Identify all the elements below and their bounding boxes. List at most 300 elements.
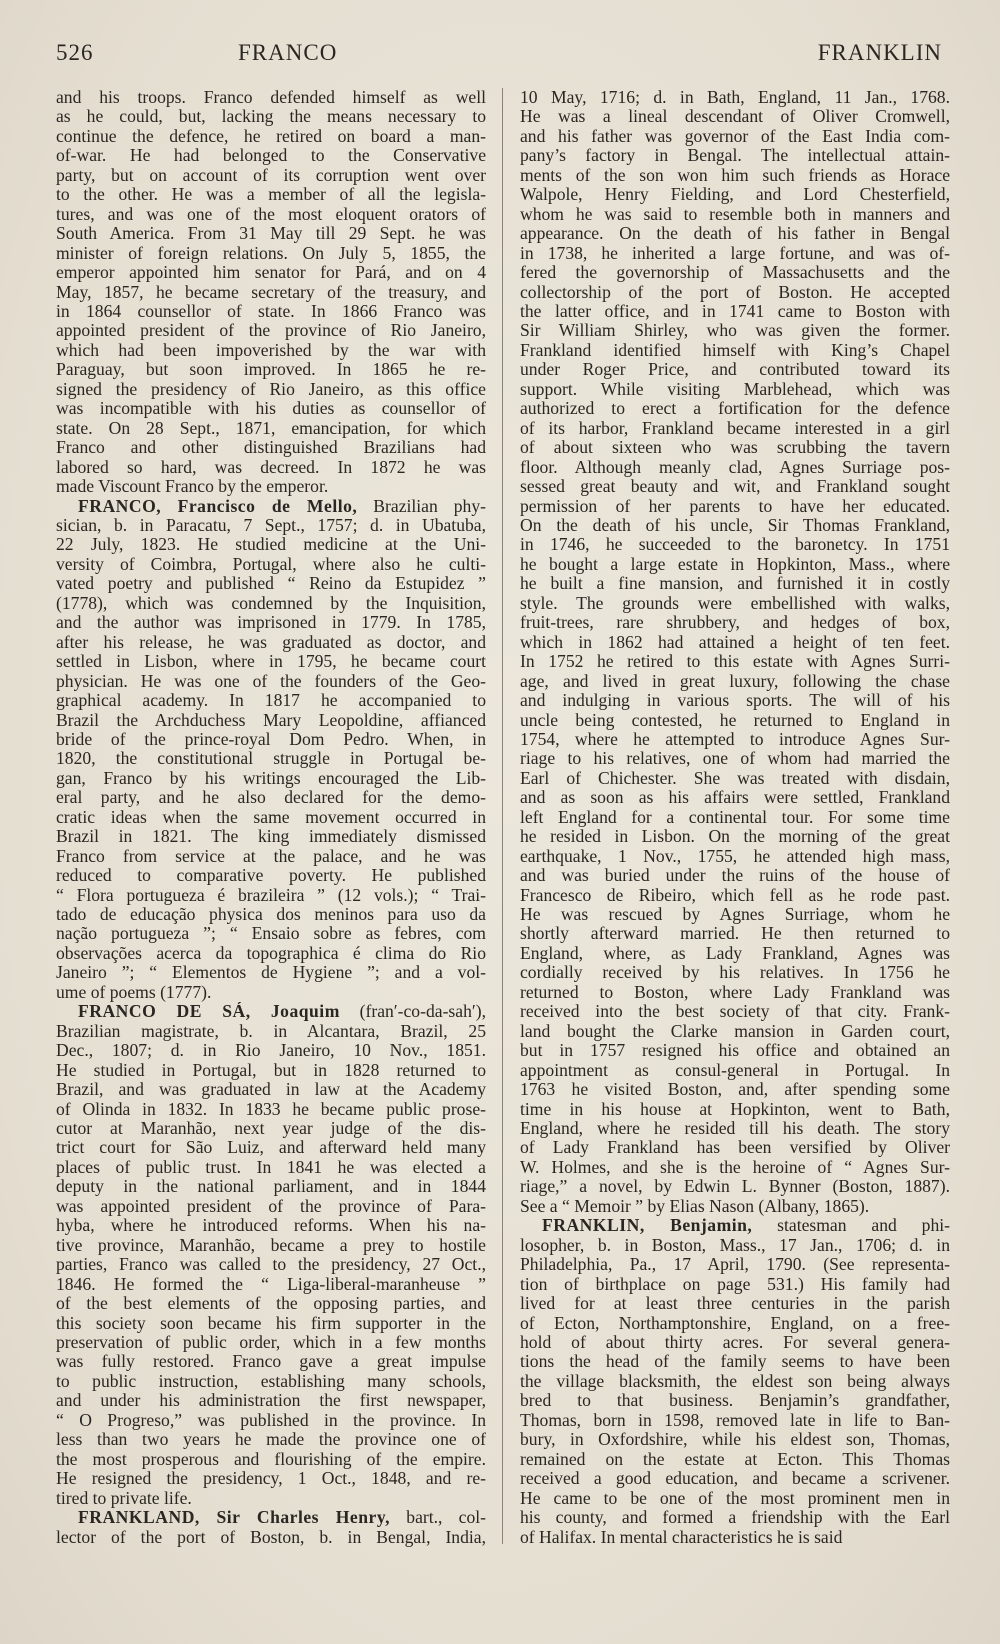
text-line [56, 1080, 486, 1099]
text-line [520, 769, 950, 788]
line-text: and indulging in various sports. The will of his [520, 691, 950, 711]
text-line [520, 924, 950, 943]
line-text: Franco and other distinguished Brazilians had [56, 438, 486, 458]
line-text: On the death of his uncle, Sir Thomas Frankland, [520, 515, 950, 535]
text-line [56, 1236, 486, 1255]
text-line [56, 166, 486, 185]
text-line [56, 185, 486, 204]
line-text: May, 1857, he became secretary of the treasury, and [56, 282, 486, 302]
text-line [56, 574, 486, 593]
text-line [56, 769, 486, 788]
text-line [56, 944, 486, 963]
text-line [56, 244, 486, 263]
line-text: places of public trust. In 1841 he was elected a [56, 1157, 486, 1177]
line-text: pany’s factory in Bengal. The intellectual attain- [520, 146, 950, 166]
text-line [56, 808, 486, 827]
line-text: fered the governorship of Massachusetts and the [520, 263, 950, 283]
line-text: made Viscount Franco by the emperor. [56, 477, 329, 497]
text-line [56, 1294, 486, 1313]
text-line [56, 341, 486, 360]
line-text: of its harbor, Frankland became interested in a girl [520, 418, 950, 438]
line-text: the latter office, and in 1741 came to Boston with [520, 301, 950, 321]
line-text: was fully restored. Franco gave a great impulse [56, 1352, 486, 1372]
line-text: support. While visiting Marblehead, which was [520, 379, 950, 399]
text-line [520, 1138, 950, 1157]
line-text: and his troops. Franco defended himself as well [56, 88, 486, 107]
text-line [520, 244, 950, 263]
line-text: and under his administration the first newspaper, [56, 1391, 486, 1411]
line-text: ments of the son won him such friends as Horace [520, 165, 950, 185]
line-text: observações acerca da topographica é clima do Rio [56, 943, 486, 963]
line-text: statesman and phi- [752, 1216, 950, 1236]
text-line [56, 321, 486, 340]
text-line [520, 983, 950, 1002]
column-divider [502, 88, 503, 1544]
text-line [56, 730, 486, 749]
line-text: the village blacksmith, the eldest son being always [520, 1371, 950, 1391]
line-text: bart., col- [390, 1508, 486, 1528]
text-line [56, 1275, 486, 1294]
line-text: See a “ Memoir ” by Elias Nason (Albany, 1865). [520, 1196, 870, 1216]
text-line [56, 419, 486, 438]
text-line [56, 535, 486, 554]
text-line [56, 963, 486, 982]
line-text: eral party, and he also declared for the demo- [56, 788, 486, 808]
text-line [56, 1197, 486, 1216]
text-line [520, 944, 950, 963]
line-text: preservation of public order, which in a few months [56, 1333, 486, 1352]
text-line [56, 1041, 486, 1060]
line-text: emperor appointed him senator for Pará, and on 4 [56, 263, 486, 283]
line-text: earthquake, 1 Nov., 1755, he attended high mass, [520, 846, 950, 866]
line-text: bride of the prince-royal Dom Pedro. When, in [56, 729, 486, 749]
left-column [56, 88, 486, 1547]
line-text: he bought a large estate in Hopkinton, Mass., where [520, 554, 950, 574]
line-text: vated poetry and published “ Reino da Estupidez ” [56, 574, 486, 594]
text-line [56, 827, 486, 846]
text-line [56, 1372, 486, 1391]
text-line [520, 127, 950, 146]
text-line [56, 886, 486, 905]
line-text: 1763 he visited Boston, and, after spending some [520, 1080, 950, 1100]
text-line [520, 224, 950, 243]
line-text: riage,” a novel, by Edwin L. Bynner (Boston, 1887). [520, 1177, 950, 1197]
line-text: Brazilian magistrate, b. in Alcantara, Brazil, 25 [56, 1021, 486, 1041]
text-line [520, 963, 950, 982]
line-text: of Olinda in 1832. In 1833 he became public prose- [56, 1099, 486, 1119]
line-text: “ O Progreso,” was published in the province. In [56, 1410, 486, 1430]
line-text: this society soon became his firm supporter in the [56, 1313, 486, 1333]
text-line [520, 711, 950, 730]
text-line [520, 1275, 950, 1294]
line-text: cutor at Maranhão, next year judge of the dis- [56, 1119, 486, 1139]
text-line [56, 1138, 486, 1157]
line-text: in 1864 counsellor of state. In 1866 Franco was [56, 301, 486, 321]
line-text: left England for a continental tour. For some time [520, 807, 950, 827]
line-text: which had been impoverished by the war with [56, 340, 486, 360]
text-line [520, 535, 950, 554]
running-head-left: FRANCO [238, 40, 338, 65]
line-text: England, where, as Lady Frankland, Agnes was [520, 943, 950, 963]
text-line [56, 1177, 486, 1196]
text-line [520, 1177, 950, 1196]
line-text: He studied in Portugal, but in 1828 returned to [56, 1060, 486, 1080]
text-line [520, 691, 950, 710]
line-text: signed the presidency of Rio Janeiro, as this office [56, 379, 486, 399]
line-text: 1820, the constitutional struggle in Portugal be- [56, 749, 486, 769]
line-text: permission of her parents to have her educated. [520, 496, 950, 516]
line-text: uncle being contested, he returned to England in [520, 710, 950, 730]
text-line [56, 399, 486, 418]
line-text: of the best elements of the opposing parties, and [56, 1294, 486, 1314]
line-text: W. Holmes, and she is the heroine of “ Agnes Sur- [520, 1157, 950, 1177]
text-line [520, 1450, 950, 1469]
text-line [56, 1469, 486, 1488]
line-text: to the other. He was a member of all the legisla- [56, 185, 486, 205]
line-text: in 1738, he inherited a large fortune, and was of- [520, 243, 950, 263]
line-text: lived for at least three centuries in the parish [520, 1294, 950, 1314]
text-line [520, 166, 950, 185]
text-line [56, 1255, 486, 1274]
text-line [520, 107, 950, 126]
text-line [520, 1352, 950, 1371]
text-line [56, 205, 486, 224]
line-text: as he could, but, lacking the means necessary to [56, 107, 486, 127]
text-line [56, 1314, 486, 1333]
text-line [520, 788, 950, 807]
line-text: his county, and formed a friendship with the Earl [520, 1508, 950, 1528]
line-text: received a good education, and became a scrivener. [520, 1469, 950, 1489]
text-line [56, 1352, 486, 1371]
text-line [520, 1528, 950, 1547]
line-text: style. The grounds were embellished with walks, [520, 593, 950, 613]
text-line [520, 594, 950, 613]
text-line [56, 516, 486, 535]
text-line [520, 419, 950, 438]
line-text: was appointed president of the province of Para- [56, 1196, 486, 1216]
text-line [520, 633, 950, 652]
line-text: Thomas, born in 1598, removed late in life to Ban- [520, 1410, 950, 1430]
line-text: bred to that business. Benjamin’s grandfather, [520, 1391, 950, 1411]
line-text: South America. From 31 May till 29 Sept. he was [56, 224, 486, 244]
line-text: hold of about thirty acres. For several genera- [520, 1333, 950, 1352]
line-text: Sir William Shirley, who was given the former. [520, 321, 950, 341]
text-line [520, 905, 950, 924]
line-text: graphical academy. In 1817 he accompanied to [56, 691, 486, 711]
text-line [56, 594, 486, 613]
line-text: 10 May, 1716; d. in Bath, England, 11 Jan., 1768. [520, 88, 950, 107]
text-line [520, 555, 950, 574]
text-line [520, 847, 950, 866]
line-text: sessed great beauty and wit, and Frankland sought [520, 477, 950, 497]
line-text: Brazil in 1821. The king immediately dismissed [56, 827, 486, 847]
line-text: cratic ideas when the same movement occurred in [56, 807, 486, 827]
text-line [56, 360, 486, 379]
line-text: nação portugueza ”; “ Ensaio sobre as febres, com [56, 924, 486, 944]
text-line [520, 1022, 950, 1041]
line-text: sician, b. in Paracatu, 7 Sept., 1757; d. in Ubatuba, [56, 515, 486, 535]
line-text: and his father was governor of the East India com- [520, 126, 950, 146]
text-line [56, 1022, 486, 1041]
text-line [56, 1528, 486, 1547]
entry-name: FRANCO DE SÁ, Joaquim [78, 1002, 340, 1022]
text-line [56, 88, 486, 107]
line-text: was incompatible with his duties as counsellor of [56, 399, 486, 419]
line-text: of-war. He had belonged to the Conservative [56, 146, 486, 166]
line-text: England, where he resided till his death. The story [520, 1119, 950, 1139]
line-text: and as soon as his affairs were settled, Frankland [520, 788, 950, 808]
text-line [520, 497, 950, 516]
entry-heading-line [56, 1508, 486, 1527]
text-line [520, 1314, 950, 1333]
text-line [56, 866, 486, 885]
entry-heading-line [56, 497, 486, 516]
text-line [56, 672, 486, 691]
text-line [520, 1119, 950, 1138]
line-text: and the author was imprisoned in 1779. In 1785, [56, 613, 486, 633]
text-line [520, 185, 950, 204]
text-line [520, 360, 950, 379]
line-text: tired to private life. [56, 1488, 192, 1508]
text-line [56, 1489, 486, 1508]
line-text: of Lady Frankland has been versified by Oliver [520, 1138, 950, 1158]
line-text: of Ecton, Northamptonshire, England, on a free- [520, 1313, 950, 1333]
text-line [56, 1061, 486, 1080]
line-text: tive province, Maranhão, became a prey to hostile [56, 1235, 486, 1255]
text-line [520, 808, 950, 827]
text-line [56, 555, 486, 574]
text-line [520, 866, 950, 885]
text-line [56, 127, 486, 146]
line-text: (fran′-co-da-sah′), [339, 1002, 486, 1022]
text-line [56, 1411, 486, 1430]
text-line [520, 146, 950, 165]
text-line [56, 224, 486, 243]
text-line [520, 321, 950, 340]
text-line [56, 1216, 486, 1235]
line-text: under Roger Price, and contributed toward its [520, 360, 950, 380]
line-text: riage to his relatives, one of whom had married the [520, 749, 950, 769]
text-line [520, 1333, 950, 1352]
text-line [56, 788, 486, 807]
line-text: floor. Although meanly clad, Agnes Surriage pos- [520, 457, 950, 477]
text-line [520, 477, 950, 496]
text-line [520, 1372, 950, 1391]
line-text: to public instruction, establishing many schools, [56, 1371, 486, 1391]
entry-name: FRANKLAND, Sir Charles Henry, [78, 1508, 391, 1528]
line-text: of about sixteen who was scrubbing the tavern [520, 438, 950, 458]
text-line [56, 263, 486, 282]
text-line [56, 1391, 486, 1410]
line-text: continue the defence, he retired on board a man- [56, 126, 486, 146]
text-line [56, 1430, 486, 1449]
line-text: gan, Franco by his writings encouraged the Lib- [56, 768, 486, 788]
line-text: Franco from service at the palace, and he was [56, 846, 486, 866]
text-line [520, 672, 950, 691]
text-line [56, 691, 486, 710]
text-line [520, 1469, 950, 1488]
line-text: Brazil, and was graduated in law at the Academy [56, 1080, 486, 1100]
line-text: He was a lineal descendant of Oliver Cromwell, [520, 107, 950, 127]
text-line [56, 302, 486, 321]
text-line [520, 263, 950, 282]
text-line [520, 516, 950, 535]
line-text: reduced to comparative poverty. He published [56, 866, 486, 886]
text-line [56, 438, 486, 457]
text-line [56, 711, 486, 730]
line-text: He was rescued by Agnes Surriage, whom he [520, 905, 950, 925]
line-text: time in his house at Hopkinton, went to Bath, [520, 1099, 950, 1119]
text-line [56, 1450, 486, 1469]
line-text: cordially received by his relatives. In 1756 he [520, 963, 950, 983]
text-line [56, 458, 486, 477]
line-text: Philadelphia, Pa., 17 April, 1790. (See representa- [520, 1255, 950, 1275]
text-line [520, 1197, 950, 1216]
line-text: bury, in Oxfordshire, while his eldest son, Thomas, [520, 1430, 950, 1450]
line-text: state. On 28 Sept., 1871, emancipation, for which [56, 418, 486, 438]
line-text: party, but on account of its corruption went over [56, 165, 486, 185]
entry-heading-line [520, 1216, 950, 1235]
line-text: remained on the estate at Ecton. This Thomas [520, 1449, 950, 1469]
line-text: deputy in the national parliament, and in 1844 [56, 1177, 486, 1197]
text-line [520, 1236, 950, 1255]
entry-name: FRANKLIN, Benjamin, [542, 1216, 753, 1236]
line-text: which in 1862 had attained a height of ten feet. [520, 632, 950, 652]
line-text: tions the head of the family seems to have been [520, 1352, 950, 1372]
text-line [520, 1508, 950, 1527]
text-line [520, 749, 950, 768]
text-line [520, 1391, 950, 1410]
line-text: tado de educação physica dos meninos para uso da [56, 905, 486, 925]
text-line [520, 574, 950, 593]
text-line [520, 1158, 950, 1177]
text-line [56, 983, 486, 1002]
running-head-right: FRANKLIN [817, 40, 942, 65]
line-text: shortly afterward married. He then returned to [520, 924, 950, 944]
line-text: He resigned the presidency, 1 Oct., 1848, and re- [56, 1469, 486, 1489]
line-text: Paraguay, but soon improved. In 1865 he re- [56, 360, 486, 380]
line-text: Dec., 1807; d. in Rio Janeiro, 10 Nov., 1851. [56, 1041, 486, 1061]
line-text: land bought the Clarke mansion in Garden court, [520, 1021, 950, 1041]
page-number: 526 [56, 40, 94, 65]
line-text: collectorship of the port of Boston. He accepted [520, 282, 950, 302]
text-line [56, 283, 486, 302]
text-line [56, 146, 486, 165]
line-text: authorized to erect a fortification for the defence [520, 399, 950, 419]
running-head [56, 40, 942, 76]
right-column [520, 88, 950, 1547]
text-line [56, 1100, 486, 1119]
text-line [56, 905, 486, 924]
text-line [520, 1255, 950, 1274]
line-text: tion of birthplace on page 531.) His family had [520, 1274, 950, 1294]
line-text: Walpole, Henry Fielding, and Lord Chesterfield, [520, 185, 950, 205]
text-line [520, 1489, 950, 1508]
text-line [56, 1158, 486, 1177]
line-text: settled in Lisbon, where in 1795, he became court [56, 652, 486, 672]
line-text: minister of foreign relations. On July 5, 1855, the [56, 243, 486, 263]
line-text: he built a fine mansion, and furnished it in costly [520, 574, 950, 594]
line-text: but in 1757 resigned his office and obtained an [520, 1041, 950, 1061]
line-text: returned to Boston, where Lady Frankland was [520, 982, 950, 1002]
line-text: he resided in Lisbon. On the morning of the great [520, 827, 950, 847]
text-line [520, 205, 950, 224]
line-text: trict court for São Luiz, and afterward held many [56, 1138, 486, 1158]
text-line [56, 107, 486, 126]
line-text: parties, Franco was called to the presidency, 27 Oct., [56, 1255, 486, 1275]
line-text: 22 July, 1823. He studied medicine at the Uni- [56, 535, 486, 555]
text-line [520, 1041, 950, 1060]
line-text: 1846. He formed the “ Liga-liberal-maranheuse ” [56, 1274, 486, 1294]
text-line [520, 380, 950, 399]
line-text: after his release, he was graduated as doctor, and [56, 632, 486, 652]
line-text: Frankland identified himself with King’s Chapel [520, 340, 950, 360]
line-text: 1754, where he attempted to introduce Agnes Sur- [520, 729, 950, 749]
line-text: fruit-trees, rare shrubbery, and hedges of box, [520, 613, 950, 633]
line-text: In 1752 he retired to this estate with Agnes Surri- [520, 652, 950, 672]
line-text: hyba, where he introduced reforms. When his na- [56, 1216, 486, 1236]
text-line [520, 1002, 950, 1021]
text-line [56, 380, 486, 399]
text-line [520, 341, 950, 360]
text-line [520, 1080, 950, 1099]
text-line [56, 633, 486, 652]
text-line [520, 399, 950, 418]
line-text: Brazil the Archduchess Mary Leopoldine, affianced [56, 710, 486, 730]
line-text: losopher, b. in Boston, Mass., 17 Jan., 1706; d. in [520, 1235, 950, 1255]
line-text: and was buried under the ruins of the house of [520, 866, 950, 886]
entry-name: FRANCO, Francisco de Mello, [78, 496, 358, 516]
line-text: whom he was said to resemble both in manners and [520, 204, 950, 224]
line-text: tures, and was one of the most eloquent orators of [56, 204, 486, 224]
text-line [520, 730, 950, 749]
line-text: received into the best society of that city. Frank- [520, 1002, 950, 1022]
text-line [56, 1333, 486, 1352]
line-text: Earl of Chichester. She was treated with disdain, [520, 768, 950, 788]
text-line [520, 438, 950, 457]
line-text: (1778), which was condemned by the Inquisition, [56, 593, 486, 613]
text-line [56, 652, 486, 671]
text-line [520, 1411, 950, 1430]
line-text: the most prosperous and flourishing of the empire. [56, 1449, 486, 1469]
text-line [520, 1430, 950, 1449]
text-line [520, 827, 950, 846]
line-text: less than two years he made the province one of [56, 1430, 486, 1450]
line-text: Janeiro ”; “ Elementos de Hygiene ”; and a vol- [56, 963, 486, 983]
text-line [520, 886, 950, 905]
text-line [520, 283, 950, 302]
line-text: He came to be one of the most prominent men in [520, 1488, 950, 1508]
line-text: appointed president of the province of Rio Janeiro, [56, 321, 486, 341]
line-text: in 1746, he succeeded to the baronetcy. In 1751 [520, 535, 950, 555]
line-text: “ Flora portugueza é brazileira ” (12 vols.); “ Trai- [56, 885, 486, 905]
entry-heading-line [56, 1002, 486, 1021]
text-line [520, 88, 950, 107]
text-line [56, 1119, 486, 1138]
text-line [520, 1100, 950, 1119]
text-line [56, 613, 486, 632]
line-text: appearance. On the death of his father in Bengal [520, 224, 950, 244]
line-text: Francesco de Ribeiro, which fell as he rode past. [520, 885, 950, 905]
text-line [56, 749, 486, 768]
line-text: labored so hard, was decreed. In 1872 he was [56, 457, 486, 477]
line-text: lector of the port of Boston, b. in Bengal, India, [56, 1527, 486, 1547]
line-text: of Halifax. In mental characteristics he is said [520, 1527, 843, 1547]
text-line [56, 477, 486, 496]
line-text: ume of poems (1777). [56, 982, 212, 1002]
line-text: Brazilian phy- [357, 496, 486, 516]
text-line [520, 652, 950, 671]
